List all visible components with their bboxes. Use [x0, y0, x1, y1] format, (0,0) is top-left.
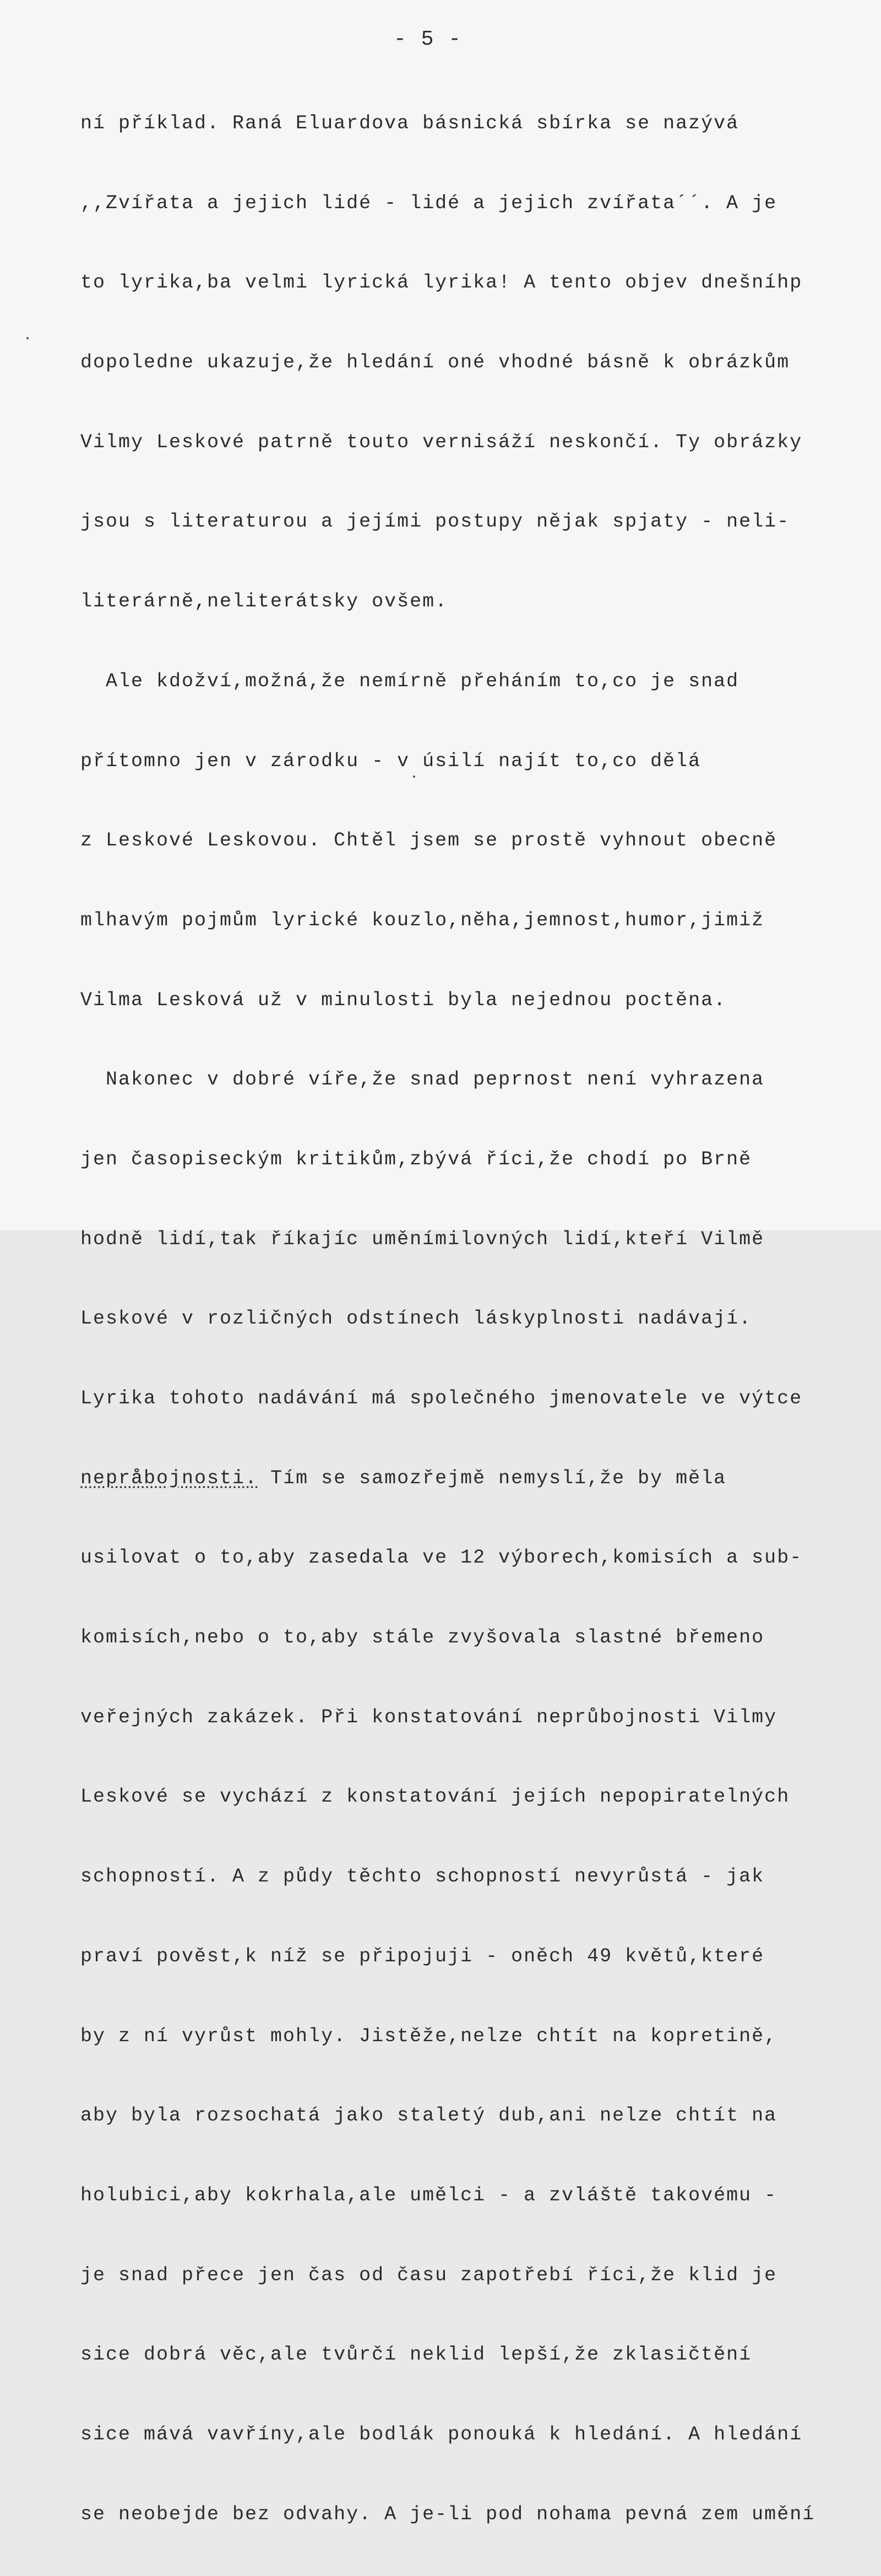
text-line: jen časopiseckým kritikům,zbývá říci,že chodí po Brně	[80, 1148, 752, 1170]
text-line: aby byla rozsochatá jako staletý dub,ani nelze chtít na	[80, 2105, 777, 2127]
text-line: je snad přece jen čas od času zapotřebí říci,že klid je	[80, 2264, 777, 2286]
page-number: - 5 -	[394, 28, 463, 51]
text-line: ,,Zvířata a jejich lidé - lidé a jejich zvířata´´. A je	[80, 192, 777, 214]
text-line: ní příklad. Raná Eluardova básnická sbírka se nazývá	[80, 112, 739, 134]
text-line: usilovat o to,aby zasedala ve 12 výborech,komisích a sub-	[80, 1547, 803, 1569]
paper-speck	[26, 337, 29, 339]
text-line: sice dobrá věc,ale tvůrčí neklid lepší,že zklasičtění	[80, 2344, 752, 2366]
text-line: se neobejde bez odvahy. A je-li pod nohama pevná zem umění	[80, 2503, 815, 2525]
typed-text-body	[80, 62, 851, 2576]
text-line: Leskové v rozličných odstínech láskyplnosti nadávají.	[80, 1308, 752, 1330]
text-line: literárně,neliterátsky ovšem.	[80, 590, 448, 613]
text-line: dopoledne ukazuje,že hledání oné vhodné básně k obrázkům	[80, 351, 790, 374]
text-line: by z ní vyrůst mohly. Jistěže,nelze chtít na kopretině,	[80, 2025, 777, 2047]
text-line: to lyrika,ba velmi lyrická lyrika! A tento objev dnešníhp	[80, 272, 803, 294]
text-line: Vilma Lesková už v minulosti byla nejednou poctěna.	[80, 989, 727, 1011]
text-line: mlhavým pojmům lyrické kouzlo,něha,jemnost,humor,jimiž	[80, 909, 765, 931]
text-line: praví pověst,k níž se připojuji - oněch 49 květů,které	[80, 1945, 765, 1967]
text-line: z Leskové Leskovou. Chtěl jsem se prostě vyhnout obecně	[80, 829, 777, 852]
text-line: Lyrika tohoto nadávání má společného jmenovatele ve výtce	[80, 1387, 803, 1409]
text-line: Vilmy Leskové patrně touto vernisáží neskončí. Ty obrázky	[80, 431, 803, 453]
text-line: Ale kdožví,možná,že nemírně přeháním to,co je snad	[80, 670, 739, 692]
text-line: schopností. A z půdy těchto schopností nevyrůstá - jak	[80, 1865, 765, 1888]
text-line: komisích,nebo o to,aby stále zvyšovala slastné břemeno	[80, 1626, 765, 1649]
text-line: přítomno jen v zárodku - v úsilí najít to,co dělá	[80, 750, 701, 772]
text-line: jsou s literaturou a jejími postupy nějak spjaty - neli-	[80, 511, 790, 533]
text-line: Nakonec v dobré víře,že snad peprnost není vyhrazena	[80, 1069, 765, 1091]
paper-speck	[413, 775, 415, 778]
text-line: hodně lidí,tak říkajíc uměnímilovných lidí,kteří Vilmě	[80, 1228, 765, 1250]
text-line: holubici,aby kokrhala,ale umělci - a zvláště takovému -	[80, 2184, 777, 2206]
text-line: Leskové se vychází z konstatování jejích nepopiratelných	[80, 1786, 790, 1808]
text-line: sice mává vavříny,ale bodlák ponouká k hledání. A hledání	[80, 2423, 803, 2445]
text-line-underlined: nepråbojnosti. Tím se samozřejmě nemyslí,že by měla	[80, 1467, 727, 1489]
underlined-word: nepråbojnosti.	[80, 1467, 258, 1489]
text-line: veřejných zakázek. Při konstatování neprůbojnosti Vilmy	[80, 1706, 777, 1728]
